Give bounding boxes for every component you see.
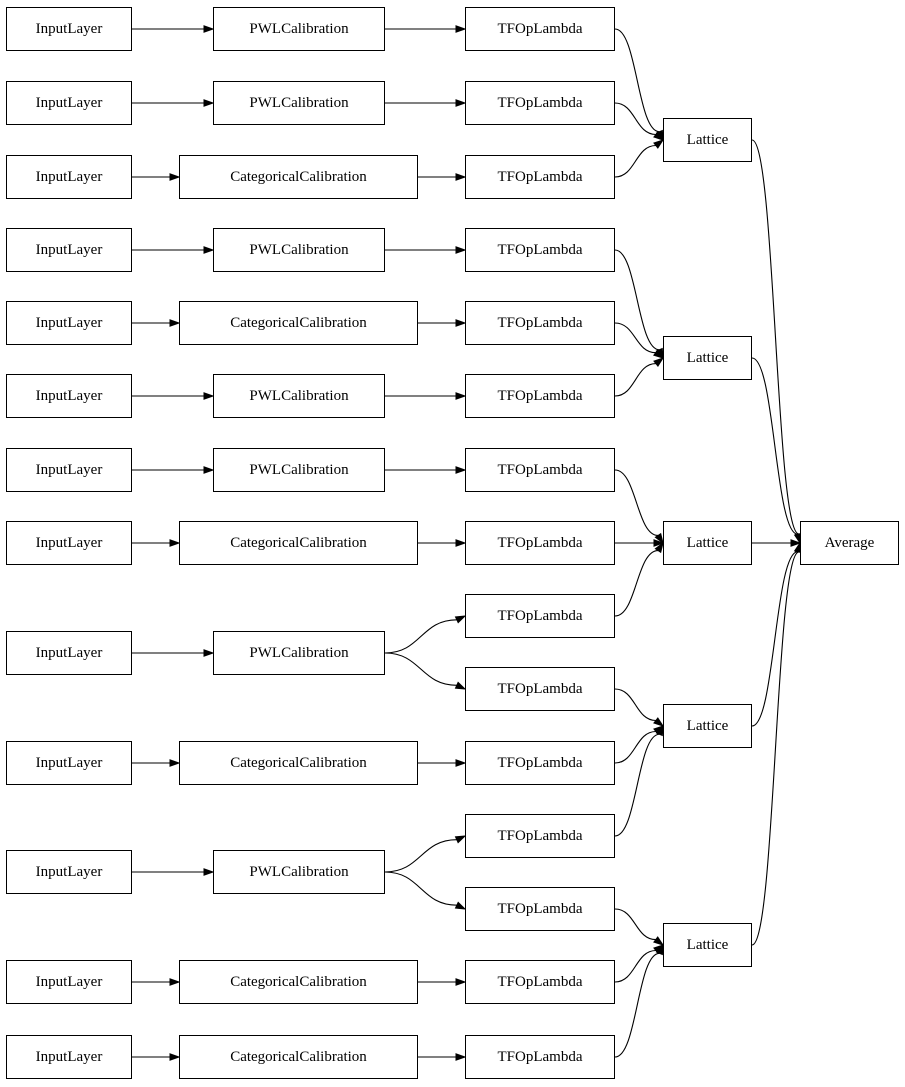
graph-edge-arrowhead bbox=[204, 393, 213, 399]
graph-edge-arrowhead bbox=[170, 979, 179, 985]
graph-edge-arrowhead bbox=[204, 869, 213, 875]
graph-edge-arrowhead bbox=[654, 718, 663, 726]
graph-edge-arrowhead bbox=[204, 467, 213, 473]
graph-edge-arrowhead bbox=[170, 174, 179, 180]
graph-edge-arrowhead bbox=[204, 247, 213, 253]
graph-node-label: Lattice bbox=[686, 936, 729, 953]
graph-node-cal13 bbox=[179, 1035, 418, 1079]
graph-node-label: InputLayer bbox=[35, 754, 103, 771]
graph-node-op13 bbox=[465, 887, 615, 931]
graph-edge-lat2-avg bbox=[752, 358, 798, 534]
graph-edge-op5-lat2 bbox=[615, 323, 656, 353]
graph-node-in9 bbox=[6, 631, 132, 675]
graph-node-op12 bbox=[465, 814, 615, 858]
graph-node-op6 bbox=[465, 374, 615, 418]
graph-node-in11 bbox=[6, 850, 132, 894]
graph-node-cal4 bbox=[213, 228, 385, 272]
graph-node-label: Lattice bbox=[686, 717, 729, 734]
graph-edge-op1-lat1 bbox=[615, 29, 659, 132]
graph-node-label: CategoricalCalibration bbox=[230, 973, 367, 990]
graph-node-label: InputLayer bbox=[35, 20, 103, 37]
graph-edge-arrowhead bbox=[456, 467, 465, 473]
graph-edge-arrowhead bbox=[654, 358, 663, 366]
graph-edge-cal11-op12 bbox=[385, 840, 457, 872]
graph-node-lat3 bbox=[663, 521, 752, 565]
graph-node-label: PWLCalibration bbox=[249, 461, 349, 478]
graph-edge-arrowhead bbox=[170, 320, 179, 326]
graph-edge-arrowhead bbox=[456, 174, 465, 180]
graph-node-label: PWLCalibration bbox=[249, 20, 349, 37]
graph-edge-op4-lat2 bbox=[615, 250, 659, 350]
graph-node-label: TFOpLambda bbox=[497, 754, 583, 771]
graph-node-in6 bbox=[6, 374, 132, 418]
graph-edge-op3-lat1 bbox=[615, 145, 656, 177]
graph-node-lat1 bbox=[663, 118, 752, 162]
graph-edge-arrowhead bbox=[456, 979, 465, 985]
graph-edge-arrowhead bbox=[455, 616, 465, 623]
graph-node-label: PWLCalibration bbox=[249, 387, 349, 404]
graph-node-label: TFOpLambda bbox=[497, 94, 583, 111]
graph-node-op11 bbox=[465, 741, 615, 785]
graph-node-label: Average bbox=[824, 534, 875, 551]
graph-edge-op11-lat4 bbox=[615, 731, 656, 763]
graph-node-lat2 bbox=[663, 336, 752, 380]
graph-edge-cal9-op10 bbox=[385, 653, 457, 685]
graph-node-in2 bbox=[6, 81, 132, 125]
graph-node-label: InputLayer bbox=[35, 314, 103, 331]
graph-node-in5 bbox=[6, 301, 132, 345]
graph-node-label: TFOpLambda bbox=[497, 168, 583, 185]
graph-edge-op12-lat4 bbox=[615, 734, 659, 836]
graph-node-in3 bbox=[6, 155, 132, 199]
graph-edge-arrowhead bbox=[654, 937, 663, 945]
graph-node-cal12 bbox=[179, 960, 418, 1004]
graph-edge-arrowhead bbox=[456, 393, 465, 399]
graph-node-label: InputLayer bbox=[35, 241, 103, 258]
graph-node-label: InputLayer bbox=[35, 534, 103, 551]
graph-edge-arrowhead bbox=[170, 760, 179, 766]
graph-node-label: Lattice bbox=[686, 349, 729, 366]
graph-node-label: InputLayer bbox=[35, 644, 103, 661]
graph-node-in4 bbox=[6, 228, 132, 272]
graph-node-cal11 bbox=[213, 850, 385, 894]
graph-node-in12 bbox=[6, 960, 132, 1004]
graph-node-op14 bbox=[465, 960, 615, 1004]
graph-node-cal6 bbox=[213, 374, 385, 418]
graph-node-cal1 bbox=[213, 7, 385, 51]
graph-edge-arrowhead bbox=[654, 140, 663, 148]
graph-node-label: TFOpLambda bbox=[497, 607, 583, 624]
graph-node-label: TFOpLambda bbox=[497, 461, 583, 478]
graph-node-in1 bbox=[6, 7, 132, 51]
graph-edge-op10-lat4 bbox=[615, 689, 656, 721]
graph-node-op9 bbox=[465, 594, 615, 638]
graph-edge-arrowhead bbox=[204, 100, 213, 106]
graph-node-cal8 bbox=[179, 521, 418, 565]
graph-edge-arrowhead bbox=[456, 540, 465, 546]
graph-node-label: InputLayer bbox=[35, 1048, 103, 1065]
graph-node-label: InputLayer bbox=[35, 387, 103, 404]
graph-edge-arrowhead bbox=[456, 26, 465, 32]
graph-node-label: InputLayer bbox=[35, 973, 103, 990]
graph-node-label: TFOpLambda bbox=[497, 20, 583, 37]
graph-node-label: PWLCalibration bbox=[249, 241, 349, 258]
graph-edge-arrowhead bbox=[455, 836, 465, 843]
graph-node-in10 bbox=[6, 741, 132, 785]
graph-node-label: CategoricalCalibration bbox=[230, 534, 367, 551]
graph-node-lat4 bbox=[663, 704, 752, 748]
graph-edge-arrowhead bbox=[204, 650, 213, 656]
graph-node-cal10 bbox=[179, 741, 418, 785]
graph-edge-arrowhead bbox=[456, 760, 465, 766]
graph-node-op8 bbox=[465, 521, 615, 565]
graph-node-op15 bbox=[465, 1035, 615, 1079]
graph-node-op1 bbox=[465, 7, 615, 51]
graph-edge-op7-lat3 bbox=[615, 470, 658, 535]
graph-node-cal3 bbox=[179, 155, 418, 199]
graph-edge-arrowhead bbox=[456, 320, 465, 326]
graph-node-lat5 bbox=[663, 923, 752, 967]
graph-edge-arrowhead bbox=[170, 540, 179, 546]
graph-node-label: Lattice bbox=[686, 131, 729, 148]
graph-node-label: TFOpLambda bbox=[497, 827, 583, 844]
graph-edge-arrowhead bbox=[170, 1054, 179, 1060]
graph-node-label: TFOpLambda bbox=[497, 680, 583, 697]
graph-edge-op13-lat5 bbox=[615, 909, 656, 940]
graph-node-op7 bbox=[465, 448, 615, 492]
graph-edge-op6-lat2 bbox=[615, 364, 656, 396]
graph-node-op2 bbox=[465, 81, 615, 125]
graph-edge-op14-lat5 bbox=[615, 950, 656, 982]
graph-node-cal5 bbox=[179, 301, 418, 345]
graph-edge-lat1-avg bbox=[752, 140, 799, 534]
graph-edge-arrowhead bbox=[204, 26, 213, 32]
graph-node-op5 bbox=[465, 301, 615, 345]
graph-edge-cal9-op9 bbox=[385, 620, 457, 653]
graph-node-in8 bbox=[6, 521, 132, 565]
graph-edge-arrowhead bbox=[455, 902, 465, 909]
graph-node-label: CategoricalCalibration bbox=[230, 314, 367, 331]
graph-node-avg bbox=[800, 521, 899, 565]
graph-node-label: InputLayer bbox=[35, 94, 103, 111]
graph-node-label: TFOpLambda bbox=[497, 973, 583, 990]
graph-edge-cal11-op13 bbox=[385, 872, 457, 905]
graph-node-label: CategoricalCalibration bbox=[230, 168, 367, 185]
graph-node-label: InputLayer bbox=[35, 461, 103, 478]
graph-node-label: CategoricalCalibration bbox=[230, 754, 367, 771]
graph-node-label: InputLayer bbox=[35, 168, 103, 185]
graph-node-label: CategoricalCalibration bbox=[230, 1048, 367, 1065]
graph-edge-arrowhead bbox=[455, 682, 465, 689]
graph-node-op10 bbox=[465, 667, 615, 711]
graph-node-label: TFOpLambda bbox=[497, 534, 583, 551]
graph-node-label: Lattice bbox=[686, 534, 729, 551]
graph-node-label: InputLayer bbox=[35, 863, 103, 880]
graph-node-in13 bbox=[6, 1035, 132, 1079]
graph-edge-op2-lat1 bbox=[615, 103, 656, 135]
graph-node-label: TFOpLambda bbox=[497, 1048, 583, 1065]
graph-node-op4 bbox=[465, 228, 615, 272]
graph-edge-arrowhead bbox=[456, 247, 465, 253]
graph-edge-op15-lat5 bbox=[615, 953, 659, 1057]
graph-node-in7 bbox=[6, 448, 132, 492]
graph-edge-arrowhead bbox=[456, 100, 465, 106]
graph-node-label: PWLCalibration bbox=[249, 644, 349, 661]
graph-edge-lat5-avg bbox=[752, 552, 799, 945]
graph-node-label: TFOpLambda bbox=[497, 387, 583, 404]
graph-node-label: PWLCalibration bbox=[249, 863, 349, 880]
graph-node-cal2 bbox=[213, 81, 385, 125]
graph-node-cal9 bbox=[213, 631, 385, 675]
graph-edge-arrowhead bbox=[456, 1054, 465, 1060]
graph-node-label: TFOpLambda bbox=[497, 314, 583, 331]
graph-edge-op9-lat3 bbox=[615, 551, 658, 616]
graph-node-op3 bbox=[465, 155, 615, 199]
graph-node-label: TFOpLambda bbox=[497, 900, 583, 917]
graph-node-cal7 bbox=[213, 448, 385, 492]
graph-node-label: PWLCalibration bbox=[249, 94, 349, 111]
graph-node-label: TFOpLambda bbox=[497, 241, 583, 258]
graph-edge-lat4-avg bbox=[752, 552, 798, 726]
